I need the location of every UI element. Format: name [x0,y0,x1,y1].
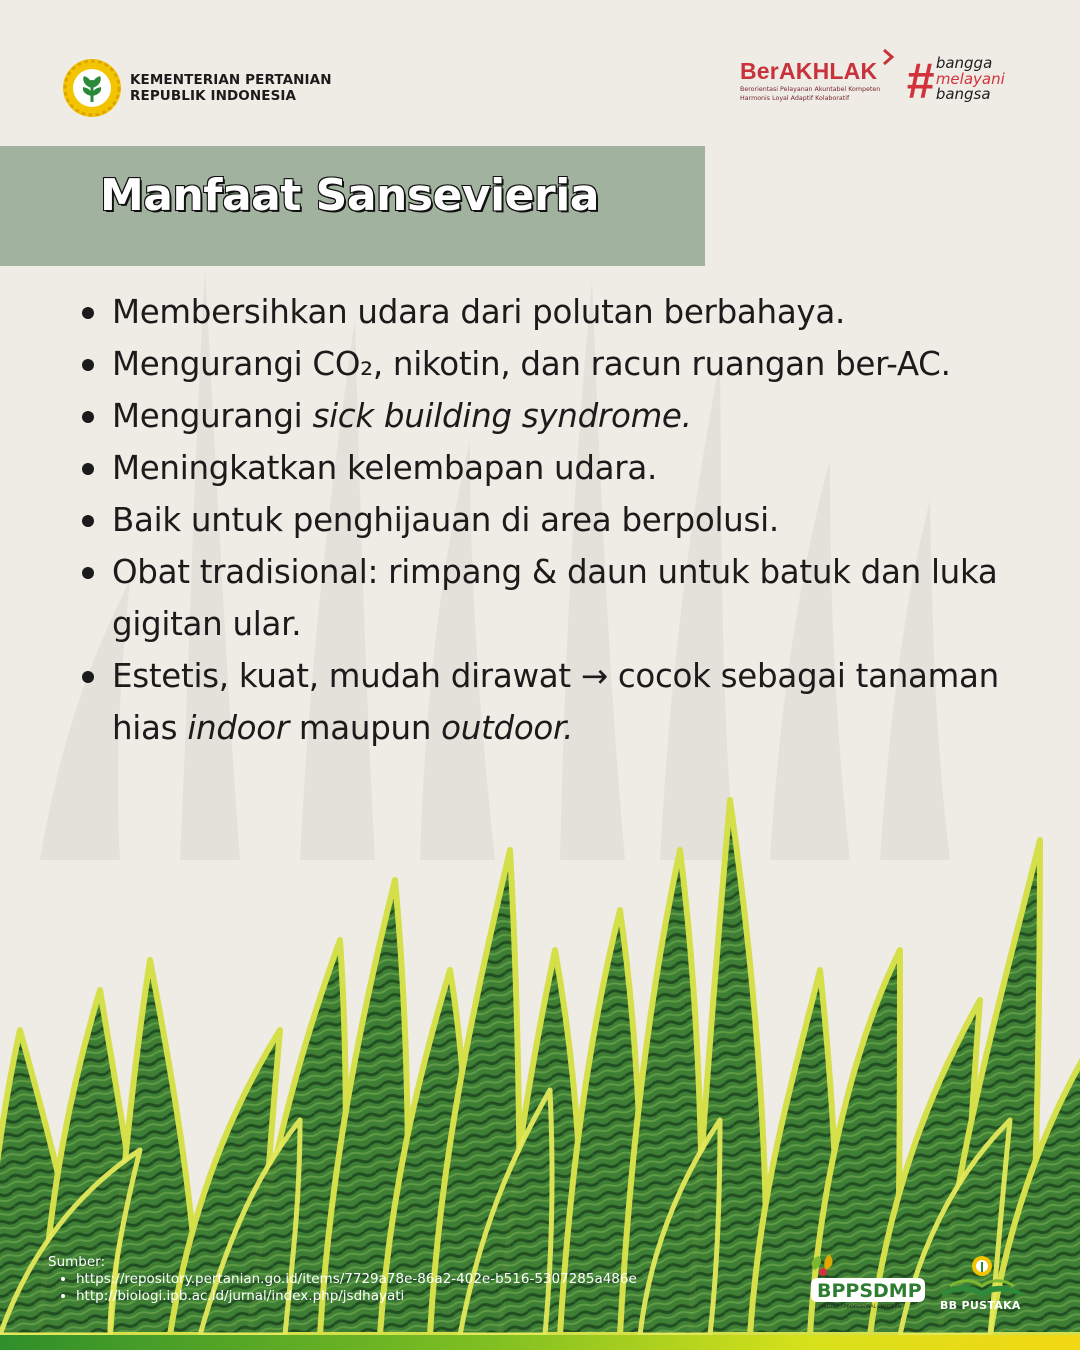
page-title: Manfaat Sansevieria [100,170,599,221]
berakhlak-wordmark: BerAKHLAK [740,58,878,84]
bangsa-word: bangsa [935,85,991,103]
bottom-gradient-strip [0,1335,1080,1350]
bppsdmp-logo [805,1250,927,1310]
berakhlak-tagline-1: Berorientasi Pelayanan Akuntabel Kompeten [740,86,881,93]
bb-pustaka-label: BB PUSTAKA [940,1299,1021,1312]
bppsdmp-wordmark: BPPSDMP [817,1280,922,1302]
berakhlak-tagline-2: Harmonis Loyal Adaptif Kolaboratif [740,95,850,102]
source-link[interactable]: • http://biologi.ipb.ac.id/jurnal/index.php/jsdhayati [76,1288,637,1305]
list-item: Mengurangi CO₂, nikotin, dan racun ruangan ber-AC. [78,338,1038,390]
list-item: Membersihkan udara dari polutan berbahaya. [78,286,1038,338]
ministry-name-line1: KEMENTERIAN PERTANIAN [130,72,332,88]
list-item: Mengurangi sick building syndrome. [78,390,1038,442]
bangga-word: bangga [935,54,993,72]
ministry-name-line2: REPUBLIK INDONESIA [130,88,297,104]
source-link[interactable]: • https://repository.pertanian.go.id/items/7729a78e-86a2-402e-b516-5307285a486e [76,1271,637,1288]
benefits-list [78,286,1038,754]
sources [48,1254,637,1305]
list-item: Meningkatkan kelembapan udara. [78,442,1038,494]
bppsdmp-tagline: INKLUSIF - PROFESIONAL - MODERN [819,1305,902,1310]
hashtag-symbol: # [906,53,934,109]
bangga-melayani-bangsa-logo [906,53,1005,109]
chevron-right-icon [880,48,898,66]
melayani-word: melayani [935,69,1005,88]
list-item: Estetis, kuat, mudah dirawat → cocok sebagai tanaman hias indoor maupun outdoor. [78,650,1038,754]
ministry-emblem-icon [62,58,122,118]
ministry-logo [62,58,332,118]
list-item: Baik untuk penghijauan di area berpolusi. [78,494,1038,546]
list-item: Obat tradisional: rimpang & daun untuk batuk dan luka gigitan ular. [78,546,1038,650]
sources-label: Sumber: [48,1254,106,1270]
berakhlak-logo [740,58,900,103]
